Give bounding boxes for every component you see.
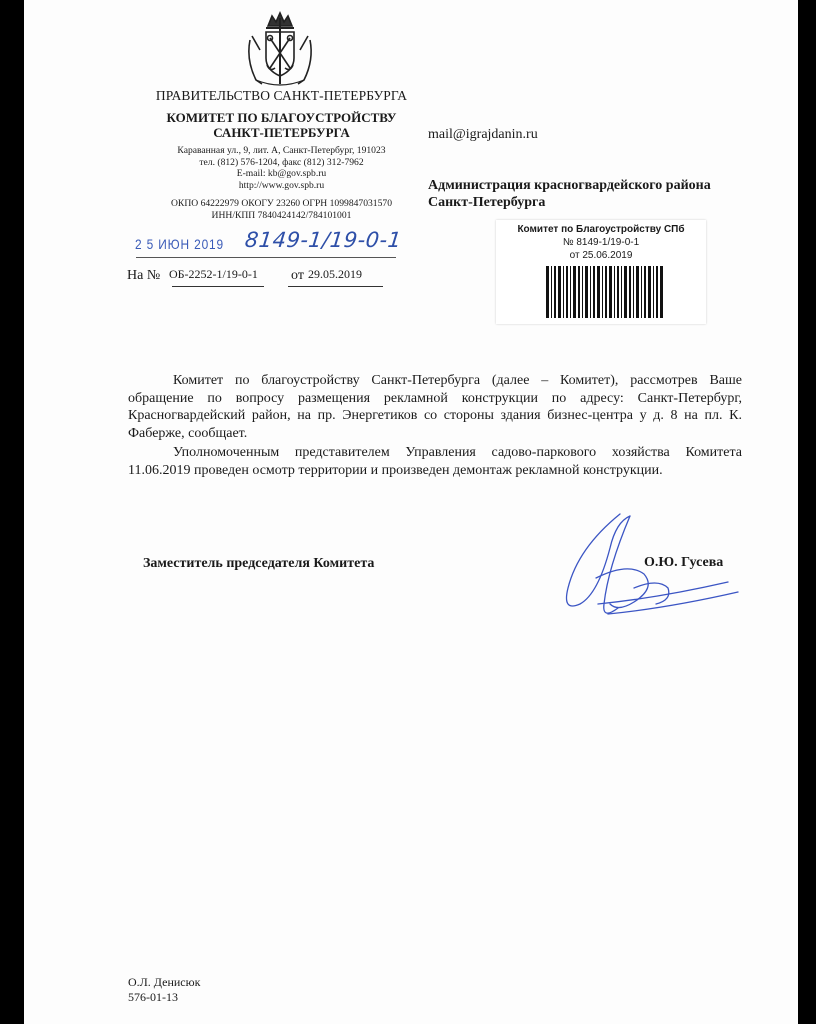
sender-address: Караванная ул., 9, лит. А, Санкт-Петербург, 191023 bbox=[177, 145, 386, 156]
reference-row bbox=[127, 267, 362, 284]
reference-from-word: от bbox=[291, 268, 304, 283]
body-paragraph-2: Уполномоченным представителем Управления садово-паркового хозяйства Комитета 11.06.2019 проведен осмотр территории и произведен демонтаж рекламной конструкции. bbox=[128, 445, 742, 478]
government-name: ПРАВИТЕЛЬСТВО САНКТ-ПЕТЕРБУРГА bbox=[155, 88, 408, 103]
body-paragraph-1: Комитет по благоустройству Санкт-Петербурга (далее – Комитет), рассмотрев Ваше обращение по вопросу размещения рекламной конструкции по адресу: Санкт-Петербург, Красногвардейский район, на пр. Энергетиков со стороны здания бизнес-центра у д. 8 на пл. К. Фаберже, сообщает. bbox=[128, 373, 742, 441]
sender-inn: ИНН/КПП 7840424142/784101001 bbox=[211, 209, 352, 221]
reference-prefix: На № bbox=[127, 268, 161, 283]
sender-email: E-mail: kb@gov.spb.ru bbox=[236, 168, 327, 179]
signatory-title: Заместитель председателя Комитета bbox=[143, 556, 375, 571]
registration-number: 8149-1/19-0-1 bbox=[243, 228, 403, 252]
reference-number: ОБ-2252-1/19-0-1 bbox=[169, 267, 258, 281]
recipient-line2: Санкт-Петербурга bbox=[428, 195, 546, 210]
sender-registry-codes: ОКПО 64222979 ОКОГУ 23260 ОГРН 1099847031570 bbox=[171, 198, 392, 209]
barcode-image bbox=[546, 266, 664, 318]
sender-contacts bbox=[124, 145, 439, 191]
reference-date-underline bbox=[288, 286, 383, 287]
reference-date: 29.05.2019 bbox=[308, 267, 362, 281]
signatory-name: О.Ю. Гусева bbox=[644, 555, 724, 570]
barcode-label bbox=[496, 220, 706, 324]
recipient-line1: Администрация красногвардейского района bbox=[428, 178, 711, 193]
executor-name: О.Л. Денисюк bbox=[128, 975, 201, 989]
recipient-email: mail@igrajdanin.ru bbox=[428, 127, 538, 142]
registration-stamp-date: 2 5 ИЮН 2019 bbox=[135, 236, 224, 252]
registration-underline bbox=[136, 257, 396, 258]
document-page bbox=[24, 0, 798, 1024]
reference-number-underline bbox=[172, 286, 264, 287]
sender-codes bbox=[124, 198, 439, 221]
sender-website: http://www.gov.spb.ru bbox=[238, 179, 325, 191]
committee-name bbox=[124, 110, 439, 140]
barcode-label-organization: Комитет по Благоустройству СПб bbox=[517, 224, 685, 235]
recipient-block bbox=[428, 177, 788, 211]
committee-name-line1: КОМИТЕТ ПО БЛАГОУСТРОЙСТВУ bbox=[166, 110, 397, 125]
barcode-label-date: от 25.06.2019 bbox=[569, 250, 633, 261]
committee-name-line2: САНКТ-ПЕТЕРБУРГА bbox=[213, 125, 350, 140]
sender-phone: тел. (812) 576-1204, факс (812) 312-7962 bbox=[199, 156, 364, 168]
barcode-label-number: № 8149-1/19-0-1 bbox=[562, 237, 640, 248]
coat-of-arms-emblem bbox=[242, 10, 318, 90]
executor-phone: 576-01-13 bbox=[128, 990, 178, 1004]
executor-block bbox=[128, 975, 200, 1005]
